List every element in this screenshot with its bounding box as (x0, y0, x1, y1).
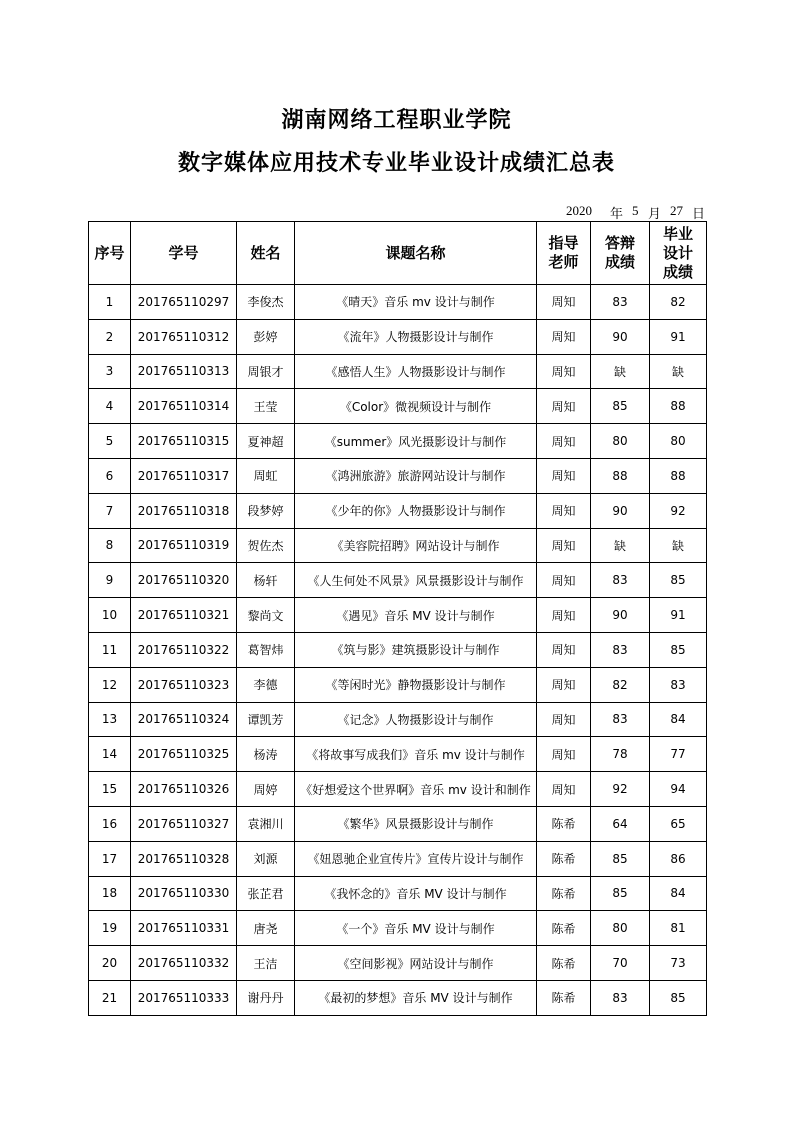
cell-topic: 《将故事写成我们》音乐 mv 设计与制作 (295, 737, 537, 772)
cell-final-score: 82 (650, 285, 707, 320)
cell-advisor: 周知 (537, 493, 591, 528)
cell-no: 6 (89, 458, 131, 493)
cell-student-id: 201765110320 (131, 563, 237, 598)
cell-no: 11 (89, 632, 131, 667)
cell-advisor: 周知 (537, 598, 591, 633)
cell-no: 10 (89, 598, 131, 633)
table-row (89, 632, 707, 667)
cell-defense-score: 83 (591, 702, 650, 737)
header-topic: 课题名称 (295, 222, 537, 285)
header-final-line2: 设计 (662, 243, 693, 262)
cell-advisor: 陈希 (537, 980, 591, 1015)
cell-name: 唐尧 (237, 911, 295, 946)
header-student-id: 学号 (131, 222, 237, 285)
cell-advisor: 陈希 (537, 911, 591, 946)
cell-advisor: 周知 (537, 772, 591, 807)
cell-defense-score: 90 (591, 598, 650, 633)
document-subtitle: 数字媒体应用技术专业毕业设计成绩汇总表 (177, 151, 615, 176)
cell-name: 黎尚文 (237, 598, 295, 633)
cell-topic: 《美容院招聘》网站设计与制作 (295, 528, 537, 563)
header-defense-line2: 成绩 (604, 253, 635, 271)
cell-defense-score: 78 (591, 737, 650, 772)
header-defense-line1: 答辩 (604, 234, 635, 252)
cell-topic: 《等闲时光》静物摄影设计与制作 (295, 667, 537, 702)
cell-final-score: 85 (650, 980, 707, 1015)
table-row (89, 876, 707, 911)
cell-defense-score: 85 (591, 389, 650, 424)
table-row (89, 911, 707, 946)
cell-advisor: 周知 (537, 632, 591, 667)
cell-final-score: 85 (650, 632, 707, 667)
table-row (89, 354, 707, 389)
cell-name: 葛智炜 (237, 632, 295, 667)
date-year-label: 年 (610, 206, 624, 221)
cell-name: 贺佐杰 (237, 528, 295, 563)
date-year: 2020 (566, 203, 592, 218)
cell-name: 彭婷 (237, 319, 295, 354)
cell-defense-score: 缺 (591, 528, 650, 563)
cell-final-score: 85 (650, 563, 707, 598)
cell-advisor: 周知 (537, 528, 591, 563)
cell-topic: 《晴天》音乐 mv 设计与制作 (295, 285, 537, 320)
cell-no: 21 (89, 980, 131, 1015)
cell-no: 2 (89, 319, 131, 354)
cell-defense-score: 88 (591, 458, 650, 493)
table-row (89, 563, 707, 598)
cell-student-id: 201765110331 (131, 911, 237, 946)
table-row (89, 319, 707, 354)
cell-defense-score: 83 (591, 632, 650, 667)
cell-name: 杨轩 (237, 563, 295, 598)
cell-topic: 《感悟人生》人物摄影设计与制作 (295, 354, 537, 389)
cell-student-id: 201765110318 (131, 493, 237, 528)
table-row (89, 424, 707, 459)
cell-student-id: 201765110313 (131, 354, 237, 389)
date-month: 5 (632, 203, 639, 218)
table-row (89, 598, 707, 633)
cell-no: 14 (89, 737, 131, 772)
cell-topic: 《人生何处不风景》风景摄影设计与制作 (295, 563, 537, 598)
cell-advisor: 周知 (537, 702, 591, 737)
cell-student-id: 201765110314 (131, 389, 237, 424)
table-row (89, 841, 707, 876)
cell-name: 王莹 (237, 389, 295, 424)
header-advisor (537, 222, 591, 285)
cell-no: 12 (89, 667, 131, 702)
cell-defense-score: 85 (591, 841, 650, 876)
cell-student-id: 201765110325 (131, 737, 237, 772)
cell-student-id: 201765110327 (131, 806, 237, 841)
cell-name: 夏神超 (237, 424, 295, 459)
cell-name: 刘源 (237, 841, 295, 876)
cell-no: 18 (89, 876, 131, 911)
cell-topic: 《鸿洲旅游》旅游网站设计与制作 (295, 458, 537, 493)
cell-topic: 《妞恩驰企业宣传片》宣传片设计与制作 (295, 841, 537, 876)
table-row (89, 702, 707, 737)
cell-topic: 《summer》风光摄影设计与制作 (295, 424, 537, 459)
cell-student-id: 201765110328 (131, 841, 237, 876)
date-month-label: 月 (648, 206, 662, 221)
cell-no: 13 (89, 702, 131, 737)
cell-student-id: 201765110324 (131, 702, 237, 737)
cell-final-score: 缺 (650, 354, 707, 389)
cell-topic: 《我怀念的》音乐 MV 设计与制作 (295, 876, 537, 911)
table-row (89, 458, 707, 493)
table-row (89, 737, 707, 772)
cell-final-score: 84 (650, 702, 707, 737)
cell-advisor: 周知 (537, 319, 591, 354)
table-row (89, 528, 707, 563)
cell-no: 4 (89, 389, 131, 424)
table-row (89, 980, 707, 1015)
cell-final-score: 92 (650, 493, 707, 528)
table-row (89, 806, 707, 841)
cell-final-score: 88 (650, 458, 707, 493)
header-name: 姓名 (237, 222, 295, 285)
cell-student-id: 201765110330 (131, 876, 237, 911)
table-header-row (89, 222, 707, 285)
cell-defense-score: 缺 (591, 354, 650, 389)
date-day: 27 (670, 203, 683, 218)
cell-name: 李德 (237, 667, 295, 702)
cell-name: 周银才 (237, 354, 295, 389)
cell-student-id: 201765110322 (131, 632, 237, 667)
cell-topic: 《流年》人物摄影设计与制作 (295, 319, 537, 354)
cell-student-id: 201765110297 (131, 285, 237, 320)
header-final-line1: 毕业 (662, 224, 693, 243)
table-row (89, 285, 707, 320)
cell-defense-score: 92 (591, 772, 650, 807)
cell-student-id: 201765110332 (131, 946, 237, 981)
cell-no: 16 (89, 806, 131, 841)
cell-no: 8 (89, 528, 131, 563)
cell-final-score: 缺 (650, 528, 707, 563)
cell-no: 7 (89, 493, 131, 528)
cell-topic: 《筑与影》建筑摄影设计与制作 (295, 632, 537, 667)
cell-defense-score: 90 (591, 319, 650, 354)
cell-topic: 《少年的你》人物摄影设计与制作 (295, 493, 537, 528)
cell-student-id: 201765110321 (131, 598, 237, 633)
cell-name: 王洁 (237, 946, 295, 981)
cell-final-score: 77 (650, 737, 707, 772)
cell-student-id: 201765110323 (131, 667, 237, 702)
cell-name: 谢丹丹 (237, 980, 295, 1015)
table-row (89, 493, 707, 528)
header-advisor-line2: 老师 (548, 253, 579, 271)
cell-advisor: 周知 (537, 737, 591, 772)
cell-no: 17 (89, 841, 131, 876)
cell-defense-score: 82 (591, 667, 650, 702)
cell-student-id: 201765110312 (131, 319, 237, 354)
cell-name: 张芷君 (237, 876, 295, 911)
cell-advisor: 陈希 (537, 946, 591, 981)
table-row (89, 946, 707, 981)
cell-student-id: 201765110319 (131, 528, 237, 563)
cell-topic: 《一个》音乐 MV 设计与制作 (295, 911, 537, 946)
cell-topic: 《好想爱这个世界啊》音乐 mv 设计和制作 (295, 772, 537, 807)
header-advisor-line1: 指导 (548, 234, 579, 252)
cell-final-score: 86 (650, 841, 707, 876)
cell-defense-score: 83 (591, 980, 650, 1015)
cell-defense-score: 80 (591, 424, 650, 459)
cell-advisor: 周知 (537, 424, 591, 459)
cell-advisor: 周知 (537, 458, 591, 493)
cell-no: 1 (89, 285, 131, 320)
cell-final-score: 84 (650, 876, 707, 911)
cell-name: 段梦婷 (237, 493, 295, 528)
cell-no: 3 (89, 354, 131, 389)
cell-name: 谭凯芳 (237, 702, 295, 737)
cell-final-score: 91 (650, 598, 707, 633)
report-date (566, 203, 708, 222)
cell-no: 20 (89, 946, 131, 981)
cell-advisor: 陈希 (537, 841, 591, 876)
cell-name: 周虹 (237, 458, 295, 493)
cell-student-id: 201765110333 (131, 980, 237, 1015)
cell-topic: 《空间影视》网站设计与制作 (295, 946, 537, 981)
table-row (89, 667, 707, 702)
cell-final-score: 81 (650, 911, 707, 946)
date-day-label: 日 (692, 206, 706, 221)
cell-name: 杨涛 (237, 737, 295, 772)
header-defense-score (591, 222, 650, 285)
table-row (89, 772, 707, 807)
cell-final-score: 80 (650, 424, 707, 459)
cell-name: 李俊杰 (237, 285, 295, 320)
cell-topic: 《最初的梦想》音乐 MV 设计与制作 (295, 980, 537, 1015)
cell-student-id: 201765110326 (131, 772, 237, 807)
grades-table (88, 221, 707, 1016)
cell-defense-score: 83 (591, 285, 650, 320)
table-row (89, 389, 707, 424)
cell-defense-score: 90 (591, 493, 650, 528)
header-final-line3: 成绩 (662, 262, 693, 281)
cell-final-score: 91 (650, 319, 707, 354)
cell-advisor: 周知 (537, 563, 591, 598)
cell-defense-score: 85 (591, 876, 650, 911)
cell-topic: 《记念》人物摄影设计与制作 (295, 702, 537, 737)
cell-advisor: 周知 (537, 389, 591, 424)
header-final-score (650, 222, 707, 285)
cell-final-score: 88 (650, 389, 707, 424)
cell-advisor: 周知 (537, 354, 591, 389)
cell-final-score: 73 (650, 946, 707, 981)
cell-defense-score: 83 (591, 563, 650, 598)
cell-name: 袁湘川 (237, 806, 295, 841)
cell-student-id: 201765110317 (131, 458, 237, 493)
header-no: 序号 (89, 222, 131, 285)
cell-topic: 《遇见》音乐 MV 设计与制作 (295, 598, 537, 633)
cell-defense-score: 70 (591, 946, 650, 981)
cell-topic: 《繁华》风景摄影设计与制作 (295, 806, 537, 841)
cell-defense-score: 64 (591, 806, 650, 841)
cell-student-id: 201765110315 (131, 424, 237, 459)
cell-no: 19 (89, 911, 131, 946)
cell-topic: 《Color》微视频设计与制作 (295, 389, 537, 424)
cell-advisor: 周知 (537, 667, 591, 702)
cell-name: 周婷 (237, 772, 295, 807)
document-title: 湖南网络工程职业学院 (281, 108, 512, 133)
cell-no: 5 (89, 424, 131, 459)
cell-final-score: 65 (650, 806, 707, 841)
cell-final-score: 83 (650, 667, 707, 702)
cell-final-score: 94 (650, 772, 707, 807)
cell-advisor: 周知 (537, 285, 591, 320)
cell-defense-score: 80 (591, 911, 650, 946)
cell-no: 9 (89, 563, 131, 598)
cell-advisor: 陈希 (537, 876, 591, 911)
cell-no: 15 (89, 772, 131, 807)
cell-advisor: 陈希 (537, 806, 591, 841)
